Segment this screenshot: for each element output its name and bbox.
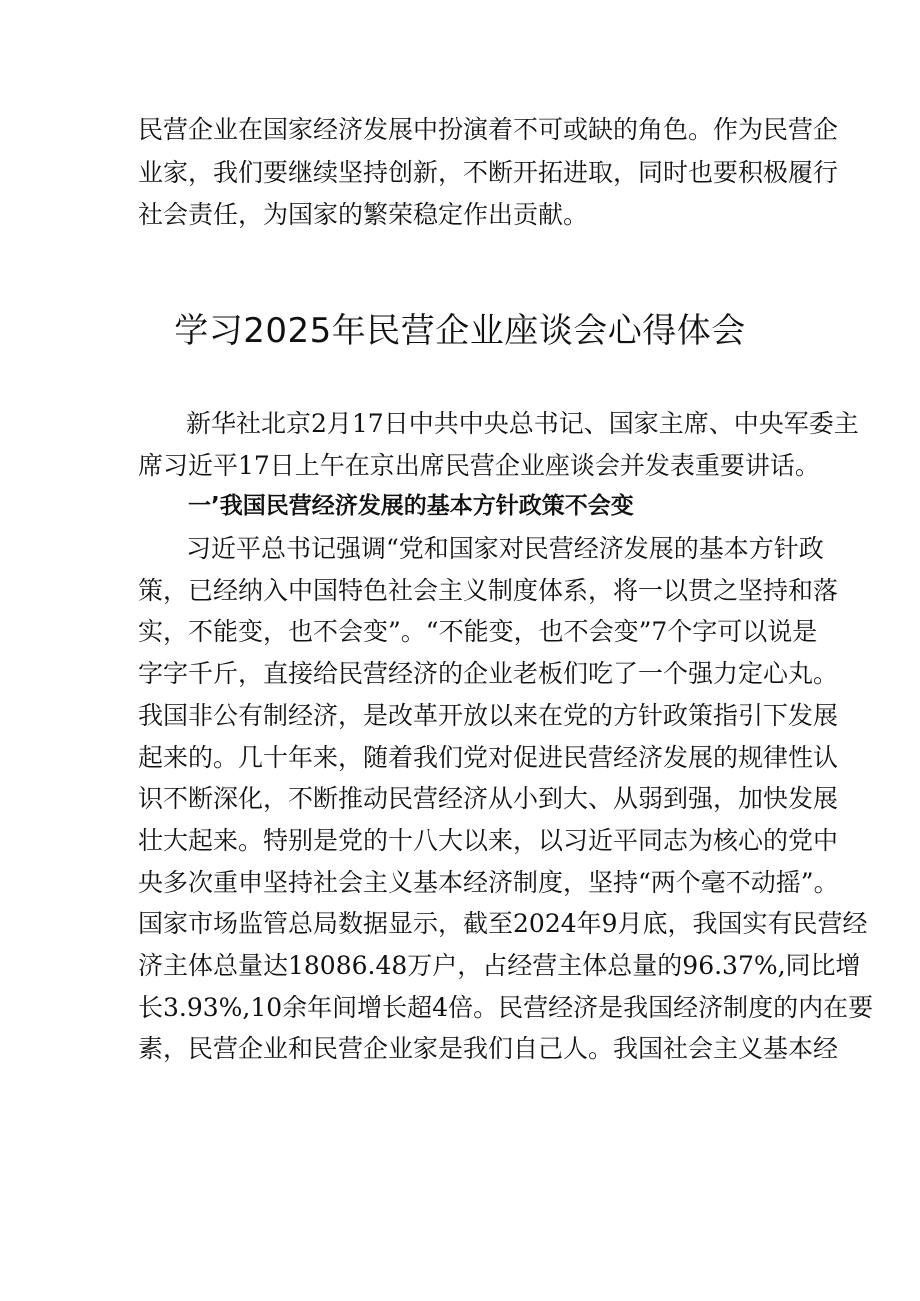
intro-paragraph <box>138 109 839 237</box>
body-line: 济主体总量达18086.48万户，占经营主体总量的96.37%,同比增 <box>138 950 861 980</box>
body-line: 国家市场监管总局数据显示，截至2024年9月底，我国实有民营经 <box>138 909 868 939</box>
section-heading: 一’我国民营经济发展的基本方针政策不会变 <box>188 493 634 520</box>
document-title: 学习2025年民营企业座谈会心得体会 <box>174 311 746 351</box>
body-text <box>138 403 874 1070</box>
body-line: 长3.93%,10余年间增长超4倍。民营经济是我国经济制度的内在要 <box>138 992 874 1022</box>
news-line: 席习近平17日上午在京出席民营企业座谈会并发表重要讲话。 <box>138 450 820 480</box>
body-line: 识不断深化，不断推动民营经济从小到大、从弱到强，加快发展 <box>138 784 839 814</box>
news-line: 新华社北京2月17日中共中央总书记、国家主席、中央军委主 <box>186 409 859 438</box>
intro-line: 社会责任，为国家的繁荣稳定作出贡献。 <box>138 200 589 229</box>
body-line: 字字千斤，直接给民营经济的企业老板们吃了一个强力定心丸。 <box>138 659 839 689</box>
body-line: 素，民营企业和民营企业家是我们自己人。我国社会主义基本经 <box>138 1034 839 1064</box>
intro-line: 民营企业在国家经济发展中扮演着不可或缺的角色。作为民营企 <box>138 115 839 144</box>
body-line: 央多次重申坚持社会主义基本经济制度，坚持“两个毫不动摇”。 <box>138 867 839 897</box>
body-line: 实，不能变，也不会变”。“不能变，也不会变”7个字可以说是 <box>138 617 818 647</box>
body-line: 策，已经纳入中国特色社会主义制度体系，将一以贯之坚持和落 <box>138 575 839 605</box>
body-line: 习近平总书记强调“党和国家对民营经济发展的基本方针政 <box>186 534 824 564</box>
body-line: 起来的。几十年来，随着我们党对促进民营经济发展的规律性认 <box>138 742 839 772</box>
body-line: 壮大起来。特别是党的十八大以来，以习近平同志为核心的党中 <box>138 825 839 855</box>
body-line: 我国非公有制经济，是改革开放以来在党的方针政策指引下发展 <box>138 700 839 730</box>
intro-line: 业家，我们要继续坚持创新，不断开拓进取，同时也要积极履行 <box>138 157 839 187</box>
